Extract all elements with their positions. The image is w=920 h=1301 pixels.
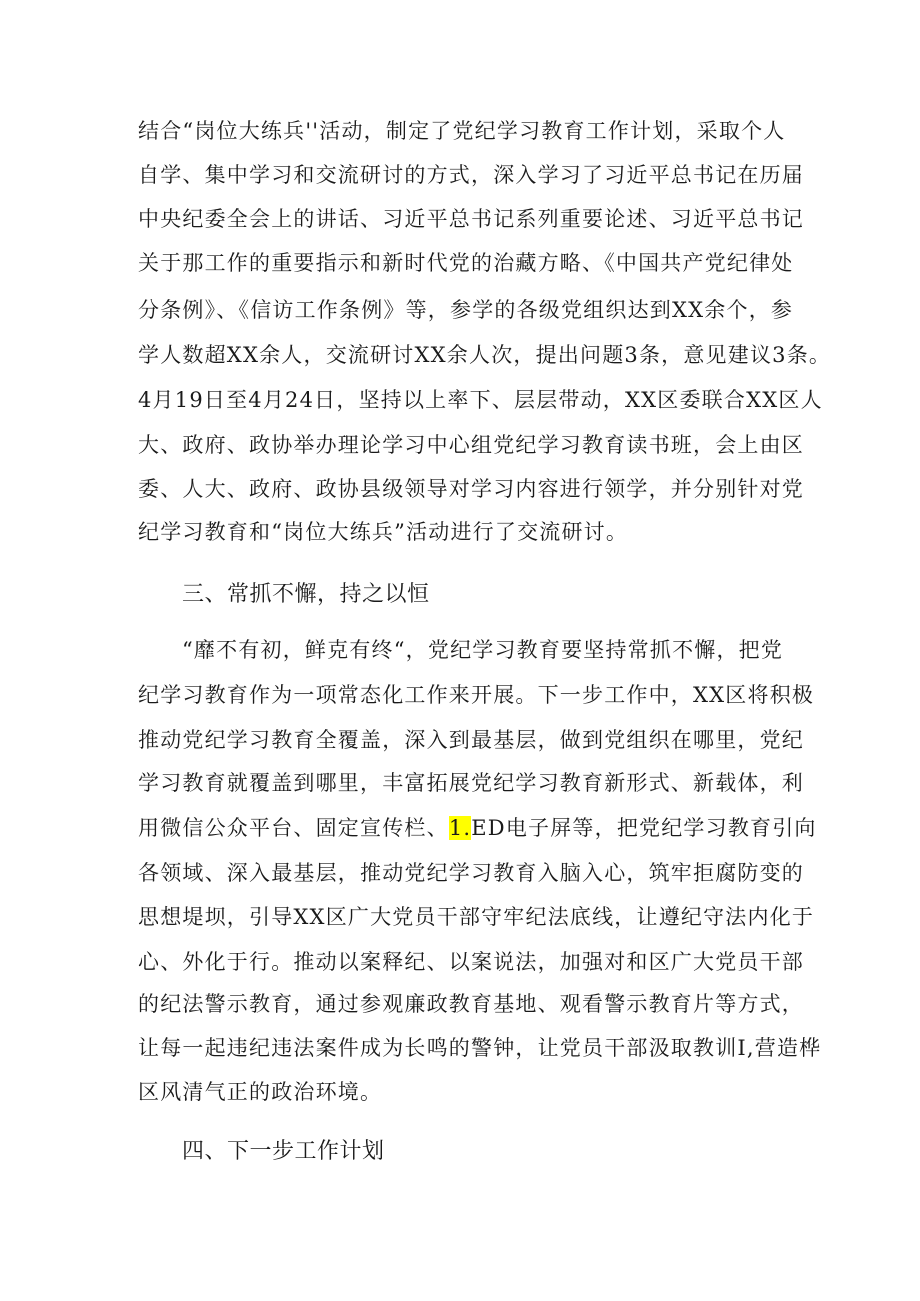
paragraph-line: 纪学习教育和“岗位大练兵”活动进行了交流研讨。 (138, 520, 629, 544)
paragraph-line: 让每一起违纪违法案件成为长鸣的警钟，让党员干部汲取教训I,营造桦 (138, 1036, 822, 1060)
paragraph-line: “靡不有初，鲜克有终“，党纪学习教育要坚持常抓不懈，把党 (182, 638, 784, 662)
paragraph-line: 各领域、深入最基层，推动党纪学习教育入脑入心，筑牢拒腐防变的 (138, 861, 804, 885)
paragraph-line: 关于那工作的重要指示和新时代党的治藏方略、《中国共产党纪律处 (138, 251, 794, 275)
paragraph-line: 思想堤坝，引导XX区广大党员干部守牢纪法底线，让遵纪守法内化于 (138, 905, 815, 929)
paragraph-line: 大、政府、政协举办理论学习中心组党纪学习教育读书班，会上由区 (138, 433, 804, 457)
section-heading-3: 三、常抓不懈，持之以恒 (182, 582, 430, 607)
highlighted-text: 1. (448, 816, 472, 840)
paragraph-line: 心、外化于行。推动以案释纪、以案说法，加强对和区广大党员干部 (138, 950, 804, 974)
section-heading-4: 四、下一步工作计划 (182, 1139, 385, 1164)
paragraph-line: 学人数超XX余人，交流研讨XX余人次，提出问题3条，意见建议3条。 (138, 343, 832, 367)
paragraph-line: 区风清气正的政治环境。 (138, 1080, 383, 1104)
paragraph-line: 4月19日至4月24日，坚持以上率下、层层带动，XX区委联合XX区人 (138, 388, 823, 412)
paragraph-text: ED电子屏等，把党纪学习教育引向 (471, 816, 817, 840)
paragraph-text: 用微信公众平台、固定宣传栏、 (138, 816, 449, 840)
paragraph-line: 中央纪委全会上的讲话、习近平总书记系列重要论述、习近平总书记 (138, 207, 804, 231)
paragraph-line: 自学、集中学习和交流研讨的方式，深入学习了习近平总书记在历届 (138, 163, 804, 187)
paragraph-line: 委、人大、政府、政协县级领导对学习内容进行领学，并分别针对党 (138, 477, 804, 501)
paragraph-line: 的纪法警示教育，通过参观廉政教育基地、观看警示教育片等方式， (138, 992, 804, 1016)
paragraph-line (138, 814, 817, 842)
paragraph-line: 分条例》、《信访工作条例》等，参学的各级党组织达到XX余个，参 (138, 298, 794, 322)
paragraph-line: 学习教育就覆盖到哪里，丰富拓展党纪学习教育新形式、新载体，利 (138, 771, 804, 795)
paragraph-line: 纪学习教育作为一项常态化工作来开展。下一步工作中，XX区将积极 (138, 683, 815, 707)
paragraph-line: 结合“岗位大练兵''活动，制定了党纪学习教育工作计划，采取个人 (138, 119, 786, 143)
paragraph-line: 推动党纪学习教育全覆盖，深入到最基层，做到党组织在哪里，党纪 (138, 728, 804, 752)
